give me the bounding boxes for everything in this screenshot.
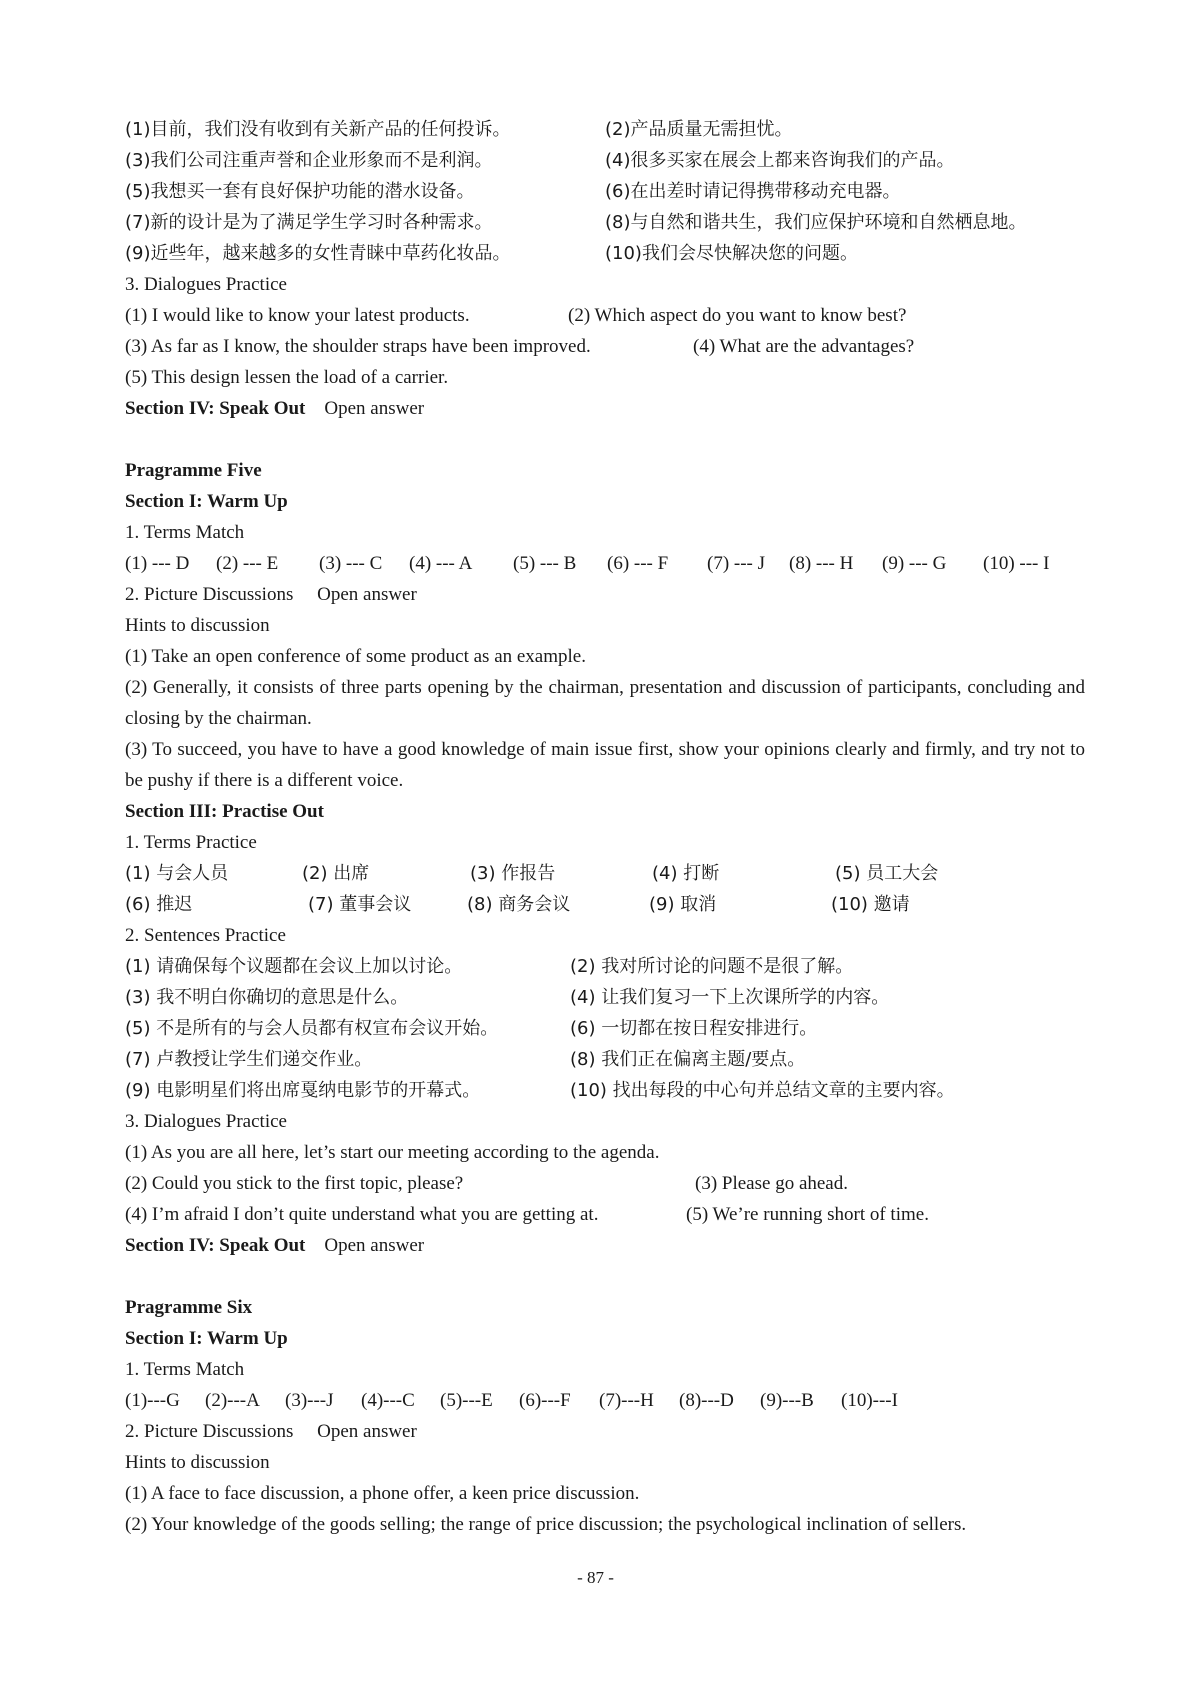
sentence: (6) 一切都在按日程安排进行。 xyxy=(570,1018,818,1039)
match-answer: (7)---H xyxy=(599,1390,654,1411)
sentence: (2)产品质量无需担忧。 xyxy=(605,119,793,140)
hints-heading: Hints to discussion xyxy=(125,615,270,636)
term: (6) 推迟 xyxy=(125,894,193,915)
match-answer: (3)---J xyxy=(285,1390,334,1411)
hint: (2) Your knowledge of the goods selling; the range of price discussion; the psychological inclination of sellers. xyxy=(125,1514,967,1535)
dialogue: (5) This design lessen the load of a carrier. xyxy=(125,367,449,388)
dialogue: (1) As you are all here, let’s start our meeting according to the agenda. xyxy=(125,1142,660,1163)
match-answer: (7) --- J xyxy=(707,553,766,574)
match-answer: (9) --- G xyxy=(882,553,947,574)
match-answer: (2) --- E xyxy=(216,553,279,574)
sentence: (7) 卢教授让学生们递交作业。 xyxy=(125,1049,373,1070)
match-answer: (8) --- H xyxy=(789,553,854,574)
sentence: (6)在出差时请记得携带移动充电器。 xyxy=(605,181,901,202)
sentence: (5)我想买一套有良好保护功能的潜水设备。 xyxy=(125,181,475,202)
sentence: (2) 我对所讨论的问题不是很了解。 xyxy=(570,956,854,977)
sentence: (1)目前，我们没有收到有关新产品的任何投诉。 xyxy=(125,119,511,140)
term: (8) 商务会议 xyxy=(467,894,571,915)
term: (3) 作报告 xyxy=(470,863,556,884)
dialogue: (2) Could you stick to the first topic, please? xyxy=(125,1173,464,1194)
sentences-heading: 2. Sentences Practice xyxy=(125,925,286,946)
term: (7) 董事会议 xyxy=(308,894,412,915)
match-answer: (2)---A xyxy=(205,1390,260,1411)
dialogue: (5) We’re running short of time. xyxy=(686,1204,929,1225)
match-answer: (5) --- B xyxy=(513,553,577,574)
terms-practice-heading: 1. Terms Practice xyxy=(125,832,257,853)
sentence: (10) 找出每段的中心句并总结文章的主要内容。 xyxy=(570,1080,955,1101)
term: (4) 打断 xyxy=(652,863,720,884)
sentence: (7)新的设计是为了满足学生学习时各种需求。 xyxy=(125,212,493,233)
term: (2) 出席 xyxy=(302,863,370,884)
speak-out-value: Open answer xyxy=(324,398,425,419)
page-number: - 87 - xyxy=(577,1568,614,1587)
programme-title: Pragramme Six xyxy=(125,1297,253,1318)
match-answer: (10) --- I xyxy=(983,553,1050,574)
match-answer: (8)---D xyxy=(679,1390,734,1411)
dialogue: (1) I would like to know your latest products. xyxy=(125,305,470,326)
dialogue: (4) I’m afraid I don’t quite understand what you are getting at. xyxy=(125,1204,599,1225)
speak-out-line xyxy=(125,1230,424,1261)
picture-discussions-value: Open answer xyxy=(317,584,417,605)
programme-title: Pragramme Five xyxy=(125,460,262,481)
match-answer: (1) --- D xyxy=(125,553,190,574)
picture-discussions-line xyxy=(125,1416,417,1447)
match-answer: (4) --- A xyxy=(409,553,473,574)
sentence: (4)很多买家在展会上都来咨询我们的产品。 xyxy=(605,150,955,171)
match-answer: (9)---B xyxy=(760,1390,814,1411)
picture-discussions-label: 2. Picture Discussions xyxy=(125,584,294,605)
picture-discussions-label: 2. Picture Discussions xyxy=(125,1421,294,1442)
picture-discussions-value: Open answer xyxy=(317,1421,417,1442)
match-answer: (6) --- F xyxy=(607,553,669,574)
terms-match-heading: 1. Terms Match xyxy=(125,1359,245,1380)
section-heading: Section IV: Speak Out xyxy=(125,398,306,419)
sentence: (9)近些年，越来越多的女性青睐中草药化妆品。 xyxy=(125,243,511,264)
dialogues-heading: 3. Dialogues Practice xyxy=(125,274,287,295)
hint: (2) Generally, it consists of three parts opening by the chairman, presentation and discussion of participants, concluding and closing by the chairman. xyxy=(125,677,1085,729)
sentence: (8) 我们正在偏离主题/要点。 xyxy=(570,1049,806,1070)
dialogue: (3) Please go ahead. xyxy=(695,1173,848,1194)
match-answer: (1)---G xyxy=(125,1390,180,1411)
match-answer: (5)---E xyxy=(440,1390,493,1411)
term: (10) 邀请 xyxy=(831,894,910,915)
speak-out-line xyxy=(125,393,424,424)
hint: (1) A face to face discussion, a phone offer, a keen price discussion. xyxy=(125,1483,640,1504)
sentence: (3)我们公司注重声誉和企业形象而不是利润。 xyxy=(125,150,493,171)
sentence: (10)我们会尽快解决您的问题。 xyxy=(605,243,858,264)
term: (1) 与会人员 xyxy=(125,863,229,884)
section-heading: Section I: Warm Up xyxy=(125,491,288,512)
term: (9) 取消 xyxy=(649,894,717,915)
match-answer: (4)---C xyxy=(361,1390,415,1411)
match-answer: (10)---I xyxy=(841,1390,898,1411)
hint: (3) To succeed, you have to have a good knowledge of main issue first, show your opinions clearly and firmly, and try not to be pushy if there is a different voice. xyxy=(125,739,1085,791)
sentence: (1) 请确保每个议题都在会议上加以讨论。 xyxy=(125,956,463,977)
dialogue: (2) Which aspect do you want to know best? xyxy=(568,305,907,326)
sentence: (3) 我不明白你确切的意思是什么。 xyxy=(125,987,409,1008)
section-heading: Section I: Warm Up xyxy=(125,1328,288,1349)
section-heading: Section III: Practise Out xyxy=(125,801,324,822)
sentence: (8)与自然和谐共生，我们应保护环境和自然栖息地。 xyxy=(605,212,1027,233)
hints-heading: Hints to discussion xyxy=(125,1452,270,1473)
dialogue: (3) As far as I know, the shoulder straps have been improved. xyxy=(125,336,591,357)
picture-discussions-line xyxy=(125,579,417,610)
hint: (1) Take an open conference of some product as an example. xyxy=(125,646,586,667)
term: (5) 员工大会 xyxy=(835,863,939,884)
match-answer: (3) --- C xyxy=(319,553,383,574)
sentence: (9) 电影明星们将出席戛纳电影节的开幕式。 xyxy=(125,1080,481,1101)
speak-out-value: Open answer xyxy=(324,1235,425,1256)
dialogue: (4) What are the advantages? xyxy=(693,336,915,357)
terms-match-heading: 1. Terms Match xyxy=(125,522,245,543)
sentence: (4) 让我们复习一下上次课所学的内容。 xyxy=(570,987,890,1008)
section-heading: Section IV: Speak Out xyxy=(125,1235,306,1256)
sentence: (5) 不是所有的与会人员都有权宣布会议开始。 xyxy=(125,1018,499,1039)
match-answer: (6)---F xyxy=(519,1390,571,1411)
dialogues-heading: 3. Dialogues Practice xyxy=(125,1111,287,1132)
